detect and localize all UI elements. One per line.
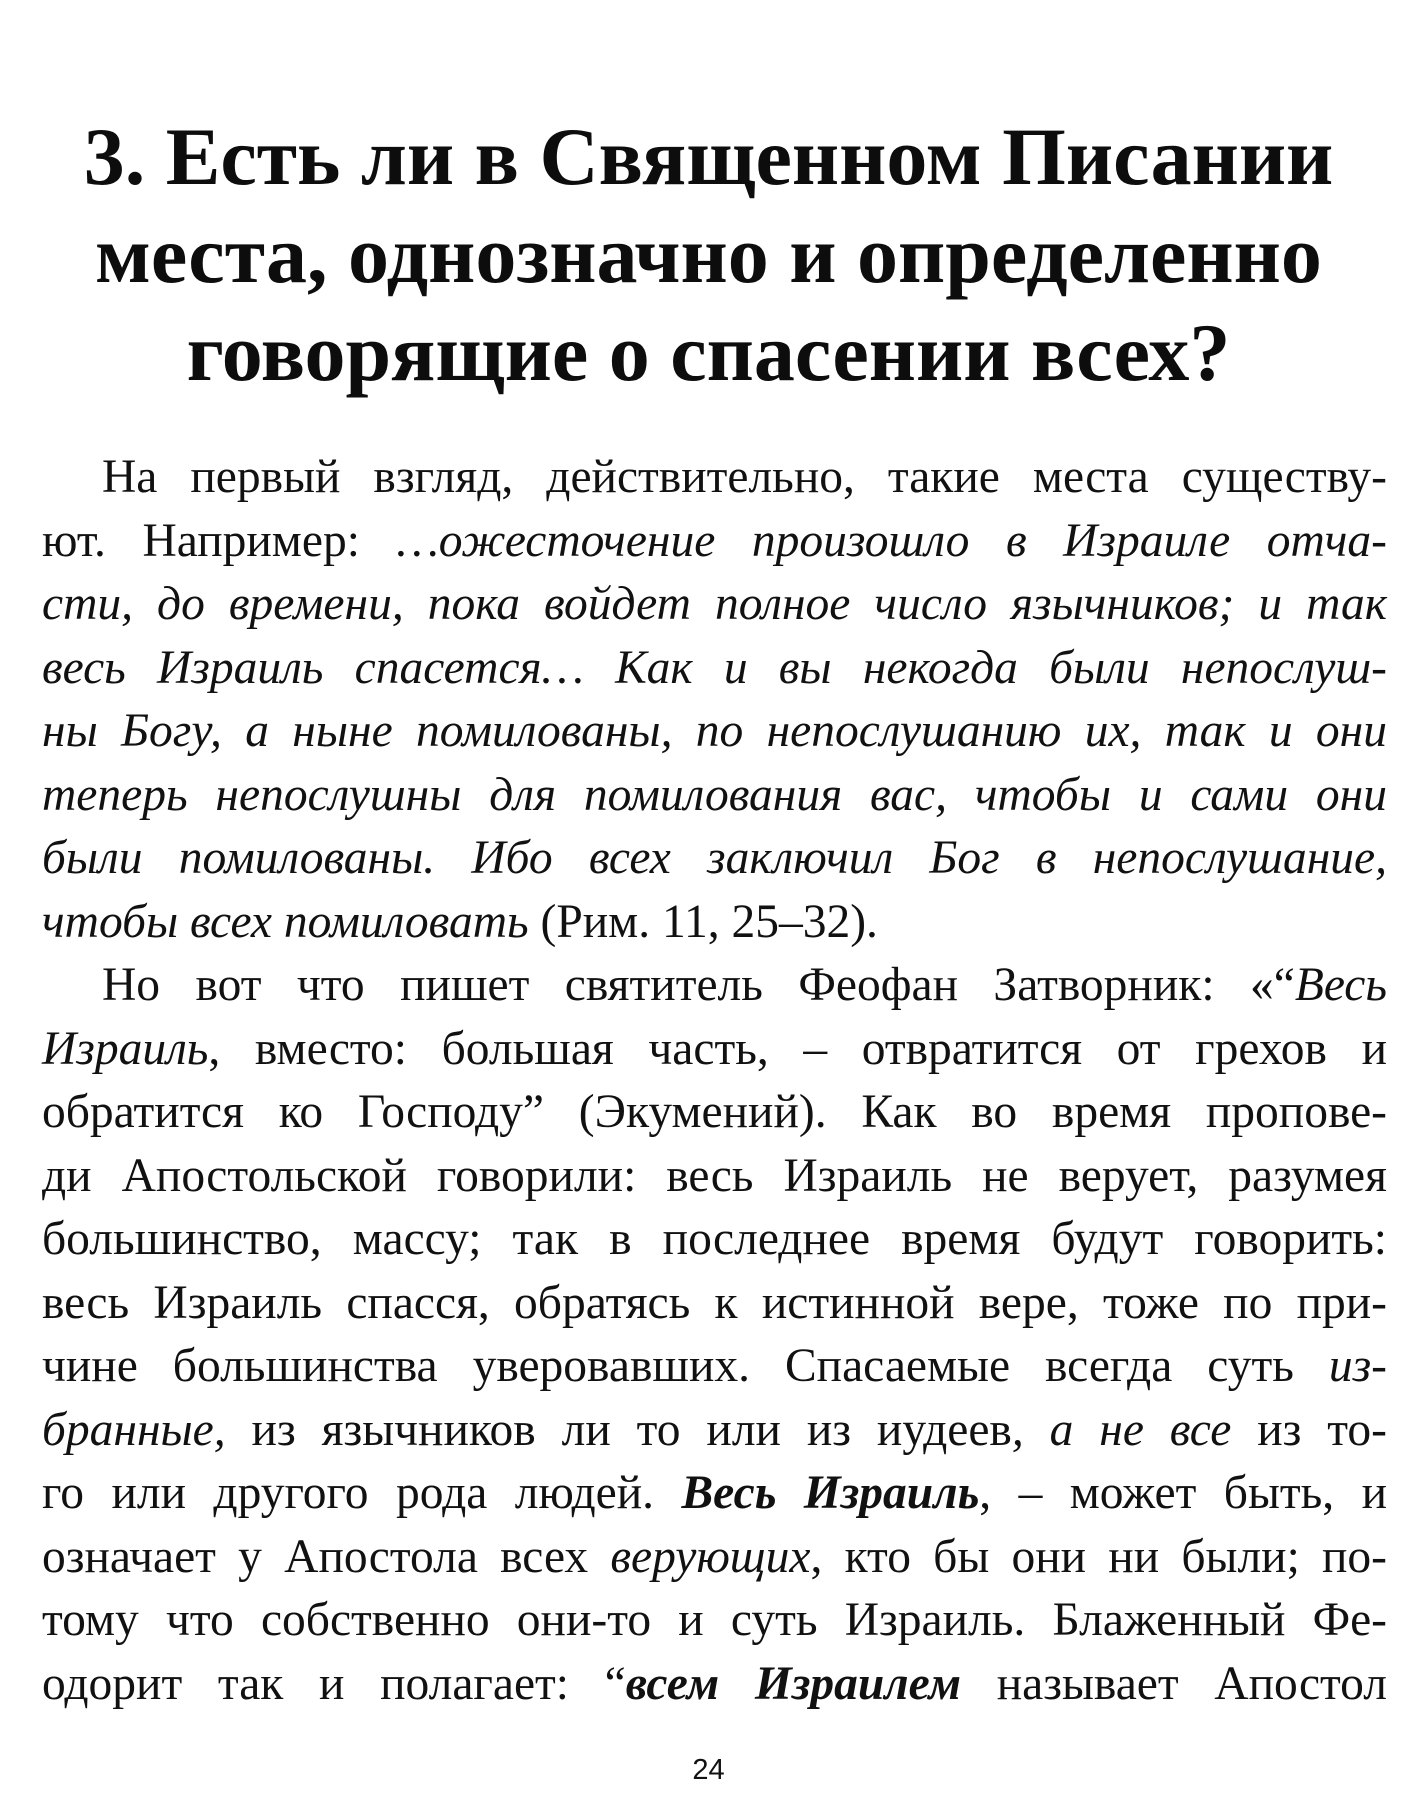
text-line bbox=[42, 1399, 1387, 1463]
text-run: из язычников ли то или из иудеев bbox=[225, 1403, 1012, 1456]
text-run: , – может быть, и bbox=[979, 1467, 1387, 1519]
italic-quote: , а не все bbox=[1011, 1403, 1232, 1456]
body-text bbox=[42, 446, 1387, 1716]
bold-italic-emphasis: Весь Израиль bbox=[681, 1467, 980, 1519]
italic-quote: весь Израиль спасется… Как и вы некогда были непослуш- bbox=[42, 641, 1387, 694]
text-line bbox=[42, 637, 1387, 701]
text-line bbox=[42, 1081, 1387, 1145]
text-run: тому что собственно они-то и суть Израиль. Блаженный Фе- bbox=[42, 1594, 1387, 1646]
italic-quote: ны Богу, а ныне помилованы, по непослушанию их, так и они bbox=[42, 705, 1387, 757]
text-run: означает у Апостола всех bbox=[42, 1530, 611, 1583]
text-run: весь Израиль спасся, обратясь к истинной вере, тоже по при- bbox=[42, 1276, 1387, 1329]
text-run: (Рим. 11, 25–32). bbox=[528, 895, 878, 948]
text-run: го или другого рода людей. bbox=[42, 1467, 682, 1519]
text-line bbox=[42, 446, 1387, 510]
italic-quote: …ожесточение произошло в Израиле отча- bbox=[396, 514, 1387, 567]
italic-quote: Весь bbox=[1294, 959, 1387, 1011]
text-run: , кто бы они ни были; по- bbox=[810, 1530, 1387, 1583]
text-line bbox=[42, 891, 1387, 955]
text-line bbox=[42, 1462, 1387, 1526]
chapter-title-line: места, однозначно и определенно bbox=[95, 209, 1322, 300]
text-line bbox=[42, 1335, 1387, 1399]
text-run: Но вот что пишет святитель Феофан Затворник: «“ bbox=[102, 959, 1295, 1011]
bold-italic-emphasis: всем Израилем bbox=[625, 1657, 962, 1710]
text-run: ют. Например: bbox=[42, 514, 397, 567]
italic-quote: Израиль bbox=[42, 1022, 209, 1075]
text-run: , вместо: большая часть, – отвратится от грехов и bbox=[208, 1022, 1387, 1075]
italic-quote: сти, до времени, пока войдет полное число язычников; и так bbox=[42, 578, 1387, 630]
chapter-title bbox=[40, 108, 1377, 402]
text-run: обратится ко Господу” (Экумений). Как во время пропове- bbox=[42, 1086, 1387, 1138]
chapter-title-line: говорящие о спасении всех? bbox=[186, 307, 1231, 398]
text-line bbox=[42, 764, 1387, 828]
text-line bbox=[42, 1653, 1387, 1717]
text-run: чине большинства уверовавших. Спасаемые всегда суть bbox=[42, 1340, 1329, 1392]
text-line bbox=[42, 510, 1387, 574]
italic-quote: чтобы всех помиловать bbox=[42, 895, 529, 948]
text-run: На первый взгляд, действительно, такие места существу- bbox=[102, 451, 1387, 503]
text-line bbox=[42, 1018, 1387, 1082]
text-line bbox=[42, 1208, 1387, 1272]
text-line bbox=[42, 1526, 1387, 1590]
chapter-title-line: 3. Есть ли в Священном Писании bbox=[83, 111, 1334, 202]
italic-quote: верующих bbox=[610, 1530, 811, 1583]
text-run: называет Апостол bbox=[961, 1657, 1387, 1710]
italic-quote: теперь непослушны для помилования вас, чтобы и сами они bbox=[42, 768, 1387, 821]
text-run: ди Апостольской говорили: весь Израиль не верует, разумея bbox=[42, 1149, 1387, 1202]
text-line bbox=[42, 954, 1387, 1018]
text-run: одорит так и полагает: “ bbox=[42, 1657, 626, 1710]
page-number: 24 bbox=[692, 1754, 725, 1786]
text-run: большинство, массу; так в последнее время будут говорить: bbox=[42, 1213, 1387, 1265]
italic-quote: из- bbox=[1328, 1340, 1387, 1392]
text-line bbox=[42, 1589, 1387, 1653]
italic-quote: были помилованы. Ибо всех заключил Бог в непослушание, bbox=[42, 832, 1387, 884]
text-line bbox=[42, 1145, 1387, 1209]
text-line bbox=[42, 827, 1387, 891]
text-line bbox=[42, 573, 1387, 637]
text-line bbox=[42, 1272, 1387, 1336]
text-run: из то- bbox=[1231, 1403, 1387, 1456]
text-line bbox=[42, 700, 1387, 764]
italic-quote: бранные, bbox=[42, 1403, 226, 1456]
